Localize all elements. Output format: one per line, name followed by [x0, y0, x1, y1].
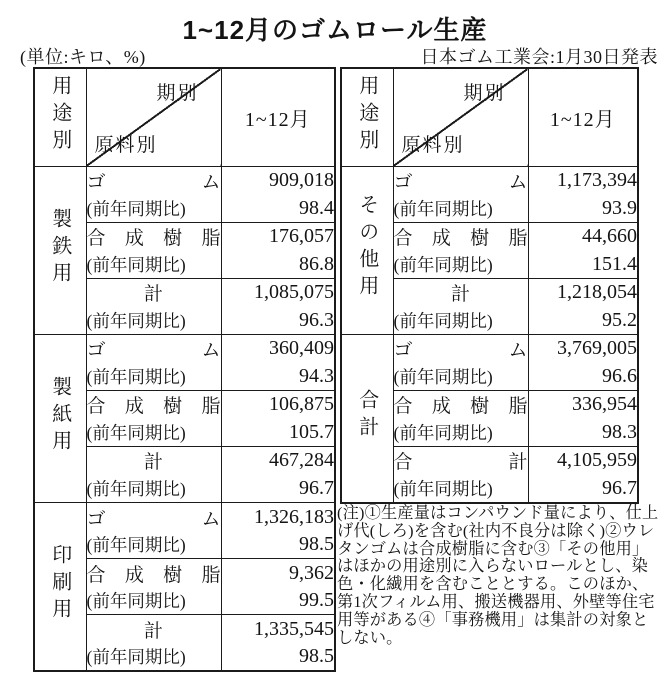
ratio-value-cell: 96.3 [221, 307, 335, 335]
material-label: ゴム [393, 335, 528, 363]
unit-note: (単位:キロ、%) [20, 47, 146, 67]
ratio-label: (前年同期比) [393, 475, 528, 503]
value-cell: 4,105,959 [528, 447, 638, 475]
table-row [341, 167, 638, 195]
value-cell: 1,326,183 [221, 503, 335, 531]
ratio-value-cell: 86.8 [221, 251, 335, 279]
total-label: 計 [86, 615, 221, 643]
ratio-label: (前年同期比) [86, 587, 221, 615]
ratio-value-cell: 96.7 [221, 475, 335, 503]
ratio-label: (前年同期比) [393, 363, 528, 391]
value-cell: 176,057 [221, 223, 335, 251]
table-row [34, 167, 335, 195]
ratio-value-cell: 96.7 [528, 475, 638, 503]
usage-header-cell [34, 68, 86, 167]
section-name: 合計 [355, 388, 378, 443]
table-row [34, 503, 335, 531]
table-row [34, 335, 335, 363]
section-name: 製鉄用 [48, 207, 71, 289]
ratio-label: (前年同期比) [86, 475, 221, 503]
material-label: 合成樹脂 [393, 223, 528, 251]
material-label: 合成樹脂 [86, 391, 221, 419]
period-column-header: 1~12月 [221, 68, 335, 167]
section-name-cell [34, 503, 86, 671]
material-label: 合成樹脂 [86, 223, 221, 251]
section-name: その他用 [355, 194, 378, 302]
value-cell: 9,362 [221, 559, 335, 587]
table-row [341, 335, 638, 363]
usage-header-cell [341, 68, 393, 167]
section-name-cell [34, 335, 86, 503]
total-label: 計 [393, 279, 528, 307]
usage-header-label: 用途別 [355, 74, 378, 156]
period-column-header: 1~12月 [528, 68, 638, 167]
material-label: 合成樹脂 [393, 391, 528, 419]
value-cell: 1,335,545 [221, 615, 335, 643]
ratio-label: (前年同期比) [86, 195, 221, 223]
ratio-value-cell: 95.2 [528, 307, 638, 335]
value-cell: 360,409 [221, 335, 335, 363]
material-axis-label: 原料別 [94, 135, 158, 157]
ratio-label: (前年同期比) [86, 643, 221, 671]
ratio-value-cell: 98.4 [221, 195, 335, 223]
ratio-label: (前年同期比) [86, 531, 221, 559]
ratio-label: (前年同期比) [393, 307, 528, 335]
material-axis-label: 原料別 [401, 135, 465, 156]
ratio-value-cell: 98.5 [221, 643, 335, 671]
left-header-row [34, 68, 335, 167]
source-note: 日本ゴム工業会:1月30日発表 [420, 47, 658, 67]
value-cell: 44,660 [528, 223, 638, 251]
page-title: 1~12月のゴムロール生産 [182, 15, 488, 45]
value-cell: 467,284 [221, 447, 335, 475]
period-axis-label: 期別 [463, 83, 506, 104]
material-label: ゴム [86, 167, 221, 195]
usage-header-label: 用途別 [48, 74, 71, 156]
ratio-label: (前年同期比) [86, 251, 221, 279]
ratio-value-cell: 99.5 [221, 587, 335, 615]
value-cell: 1,085,075 [221, 279, 335, 307]
ratio-value-cell: 93.9 [528, 195, 638, 223]
ratio-value-cell: 98.3 [528, 419, 638, 447]
value-cell: 909,018 [221, 167, 335, 195]
ratio-value-cell: 105.7 [221, 419, 335, 447]
period-axis-label: 期別 [156, 83, 199, 104]
ratio-value-cell: 94.3 [221, 363, 335, 391]
ratio-label: (前年同期比) [393, 195, 528, 223]
ratio-value-cell: 96.6 [528, 363, 638, 391]
material-label: 合成樹脂 [86, 559, 221, 587]
ratio-label: (前年同期比) [393, 419, 528, 447]
header-diagonal-cell [86, 68, 221, 167]
right-header-row [341, 68, 638, 167]
ratio-label: (前年同期比) [86, 419, 221, 447]
ratio-value-cell: 151.4 [528, 251, 638, 279]
total-label: 計 [86, 279, 221, 307]
value-cell: 1,218,054 [528, 279, 638, 307]
material-label: ゴム [393, 167, 528, 195]
left-production-table [33, 67, 336, 672]
grand-total-label: 合計 [393, 447, 528, 475]
value-cell: 3,769,005 [528, 335, 638, 363]
section-name-cell [341, 167, 393, 335]
ratio-value-cell: 98.5 [221, 531, 335, 559]
header-diagonal-cell [393, 68, 528, 167]
ratio-label: (前年同期比) [86, 363, 221, 391]
material-label: ゴム [86, 503, 221, 531]
right-production-table [340, 67, 639, 504]
ratio-label: (前年同期比) [86, 307, 221, 335]
value-cell: 106,875 [221, 391, 335, 419]
section-name: 印刷用 [48, 543, 71, 625]
value-cell: 336,954 [528, 391, 638, 419]
subhead-row [20, 43, 658, 69]
section-name-cell [34, 167, 86, 335]
material-label: ゴム [86, 335, 221, 363]
value-cell: 1,173,394 [528, 167, 638, 195]
footnotes: (注)①生産量はコンパウンド量により、仕上げ代(しろ)を含む(社内不良分は除く)②ウレタンゴムは合成樹脂に含む③「その他用」はほかの用途別に入らないロールとし、染色・化繊用を含むこととする。このほか、第1次フィルム用、搬送機器用、外壁等住宅用等がある④「事務機用」は集計の対象としない。 [337, 504, 659, 647]
ratio-label: (前年同期比) [393, 251, 528, 279]
section-name: 製紙用 [48, 375, 71, 457]
total-label: 計 [86, 447, 221, 475]
section-name-cell [341, 335, 393, 503]
